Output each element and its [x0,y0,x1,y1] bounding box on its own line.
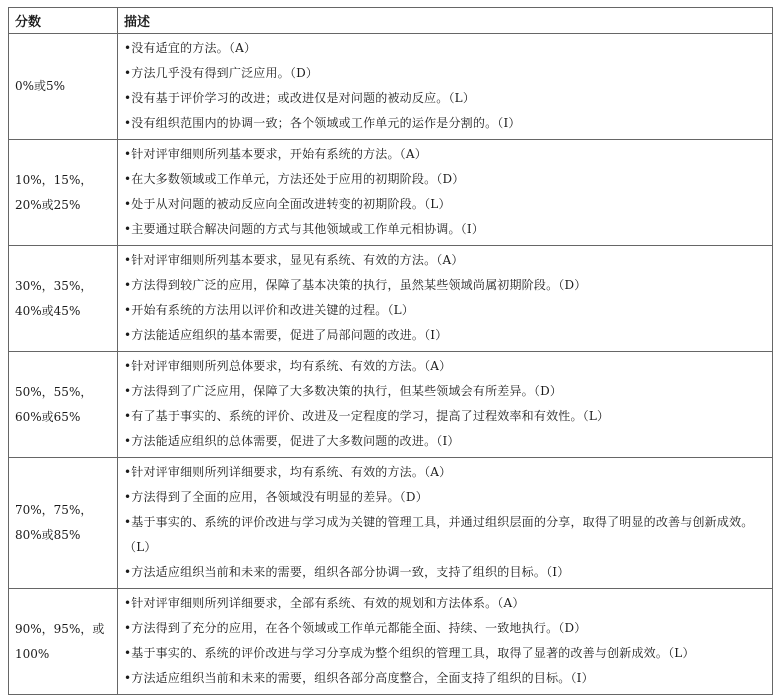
criterion-item: •方法得到了广泛应用，保障了大多数决策的执行，但某些领域会有所差异。（D） [124,384,563,398]
criterion-item: •方法适应组织当前和未来的需要，组织各部分协调一致，支持了组织的目标。（I） [124,565,570,579]
table-row [9,140,773,246]
criterion-item: •没有基于评价学习的改进；或改进仅是对问题的被动反应。（L） [124,91,476,105]
criterion-item: •针对评审细则所列详细要求，全部有系统、有效的规划和方法体系。（A） [124,596,525,610]
criterion-item: •没有组织范围内的协调一致；各个领域或工作单元的运作是分割的。（I） [124,116,521,130]
description-cell [118,458,773,589]
criterion-item: •针对评审细则所列详细要求，均有系统、有效的方法。（A） [124,465,452,479]
table-row [9,34,773,140]
criterion-item: •方法几乎没有得到广泛应用。（D） [124,66,319,80]
criterion-item: •主要通过联合解决问题的方式与其他领域或工作单元相协调。（I） [124,222,485,236]
score-cell [9,246,118,352]
description-cell [118,352,773,458]
score-cell [9,589,118,695]
criterion-item: •处于从对问题的被动反应向全面改进转变的初期阶段。（L） [124,197,451,211]
criterion-item: •方法能适应组织的基本需要，促进了局部问题的改进。（I） [124,328,448,342]
criterion-item: •在大多数领域或工作单元，方法还处于应用的初期阶段。（D） [124,172,465,186]
header-description: 描述 [118,8,773,34]
score-text: 50%，55%，60%或65% [15,384,93,424]
description-cell [118,589,773,695]
score-text: 10%，15%，20%或25% [15,172,93,212]
header-score: 分数 [9,8,118,34]
criterion-item: •方法得到了充分的应用，在各个领域或工作单元都能全面、持续、一致地执行。（D） [124,621,587,635]
table-header-row [9,8,773,34]
description-cell [118,246,773,352]
criterion-item: •针对评审细则所列总体要求，均有系统、有效的方法。（A） [124,359,452,373]
description-cell [118,140,773,246]
criterion-item: •有了基于事实的、系统的评价、改进及一定程度的学习，提高了过程效率和有效性。（L） [124,409,610,423]
criterion-item: •针对评审细则所列基本要求，显见有系统、有效的方法。（A） [124,253,464,267]
criterion-item: •没有适宜的方法。（A） [124,41,257,55]
score-cell [9,458,118,589]
table-row [9,352,773,458]
criterion-item: •基于事实的、系统的评价改进与学习成为关键的管理工具，并通过组织层面的分享，取得了明显的改善与创新成效。（L） [124,515,754,554]
score-text: 30%，35%，40%或45% [15,278,93,318]
description-cell [118,34,773,140]
score-cell [9,140,118,246]
criterion-item: •方法适应组织当前和未来的需要，组织各部分高度整合，全面支持了组织的目标。（I） [124,671,594,685]
score-text: 90%，95%，或100% [15,621,105,661]
criterion-item: •方法得到了全面的应用，各领域没有明显的差异。（D） [124,490,428,504]
criterion-item: •开始有系统的方法用以评价和改进关键的过程。（L） [124,303,415,317]
criterion-item: •方法能适应组织的总体需要，促进了大多数问题的改进。（I） [124,434,460,448]
criterion-item: •针对评审细则所列基本要求，开始有系统的方法。（A） [124,147,427,161]
criterion-item: •基于事实的、系统的评价改进与学习分享成为整个组织的管理工具，取得了显著的改善与创新成效。（L） [124,646,695,660]
score-cell [9,34,118,140]
score-text: 0%或5% [15,79,66,93]
score-text: 70%，75%，80%或85% [15,503,93,542]
scoring-table [8,7,773,695]
table-row [9,246,773,352]
criterion-item: •方法得到较广泛的应用，保障了基本决策的执行，虽然某些领域尚属初期阶段。（D） [124,278,587,292]
scoring-table-container [8,7,772,695]
score-cell [9,352,118,458]
table-row [9,589,773,695]
table-row [9,458,773,589]
